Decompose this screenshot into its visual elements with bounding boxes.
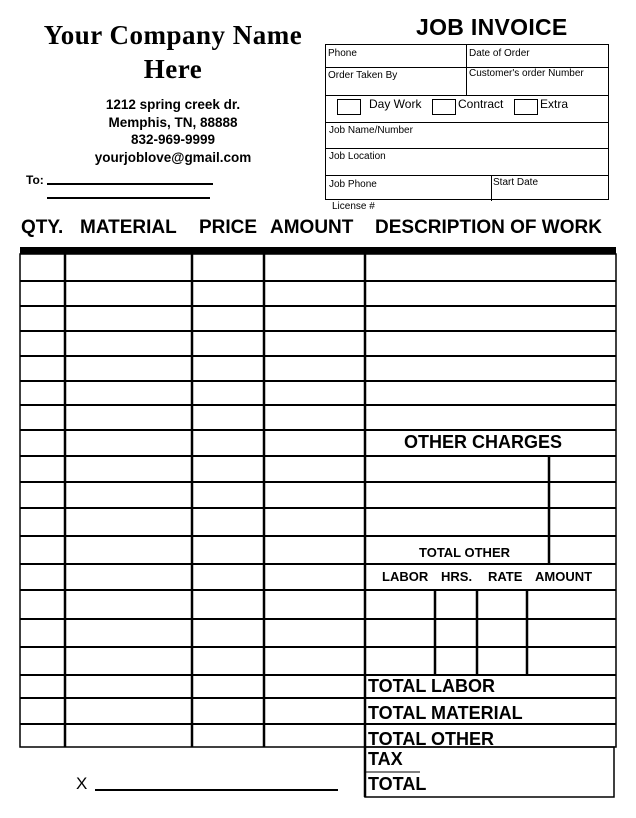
table-column-lines: [65, 254, 365, 797]
company-email: yourjoblove@gmail.com: [94, 149, 252, 165]
company-phone: 832-969-9999: [130, 132, 216, 147]
company-street: 1212 spring creek dr.: [105, 97, 241, 112]
labor-header-labor: LABOR: [382, 569, 429, 584]
to-field-line-1[interactable]: [47, 183, 213, 185]
company-name-line2: Here: [143, 54, 203, 84]
divider: [326, 95, 608, 96]
invoice-title: JOB INVOICE: [416, 14, 568, 40]
divider: [466, 45, 467, 95]
other-charges-title: OTHER CHARGES: [404, 432, 563, 452]
signature-x: X: [76, 774, 88, 793]
header-bar: [20, 247, 616, 254]
divider: [326, 175, 608, 176]
divider: [326, 122, 608, 123]
day-work-checkbox[interactable]: [337, 99, 361, 115]
labor-column-lines: [435, 590, 527, 675]
col-price: PRICE: [199, 217, 258, 238]
col-material: MATERIAL: [80, 217, 177, 238]
labor-header-amount: AMOUNT: [535, 569, 593, 584]
to-label: To:: [26, 173, 44, 187]
total-labor-label: TOTAL LABOR: [368, 676, 495, 696]
grand-total-label: TOTAL: [368, 774, 427, 794]
labor-header-rate: RATE: [488, 569, 523, 584]
table-row-lines: [20, 281, 616, 724]
extra-checkbox[interactable]: [514, 99, 538, 115]
signature-line[interactable]: [95, 789, 338, 791]
company-address: [68, 96, 278, 166]
job-phone-field[interactable]: Job Phone: [329, 179, 377, 190]
total-other-charges-label: TOTAL OTHER: [419, 545, 510, 560]
divider: [491, 175, 492, 201]
company-name-line1: Your Company Name: [43, 20, 303, 50]
date-of-order-field[interactable]: Date of Order: [469, 48, 530, 59]
job-info-box: [325, 44, 609, 200]
tax-label: TAX: [368, 749, 403, 769]
day-work-label: Day Work: [369, 97, 422, 111]
job-location-field[interactable]: Job Location: [329, 151, 386, 162]
table-border: [20, 254, 616, 747]
license-field[interactable]: License #: [332, 201, 375, 212]
start-date-field[interactable]: Start Date: [493, 177, 539, 188]
contract-label: Contract: [458, 97, 504, 111]
job-name-field[interactable]: Job Name/Number: [329, 125, 413, 136]
total-material-label: TOTAL MATERIAL: [368, 703, 523, 723]
col-description: DESCRIPTION OF WORK: [375, 217, 602, 238]
company-name: [18, 18, 328, 86]
order-taken-by-field[interactable]: Order Taken By: [328, 70, 398, 81]
customer-order-number-field[interactable]: Customer's order Number: [469, 68, 584, 79]
contract-checkbox[interactable]: [432, 99, 456, 115]
col-qty: QTY.: [21, 217, 64, 238]
labor-header-hrs: HRS.: [441, 569, 473, 584]
to-field-line-2[interactable]: [47, 197, 210, 199]
total-other-label: TOTAL OTHER: [368, 729, 494, 749]
divider: [326, 148, 608, 149]
col-amount: AMOUNT: [270, 217, 354, 238]
company-city: Memphis, TN, 88888: [108, 114, 238, 130]
phone-field[interactable]: Phone: [328, 48, 357, 59]
extra-label: Extra: [540, 97, 569, 111]
